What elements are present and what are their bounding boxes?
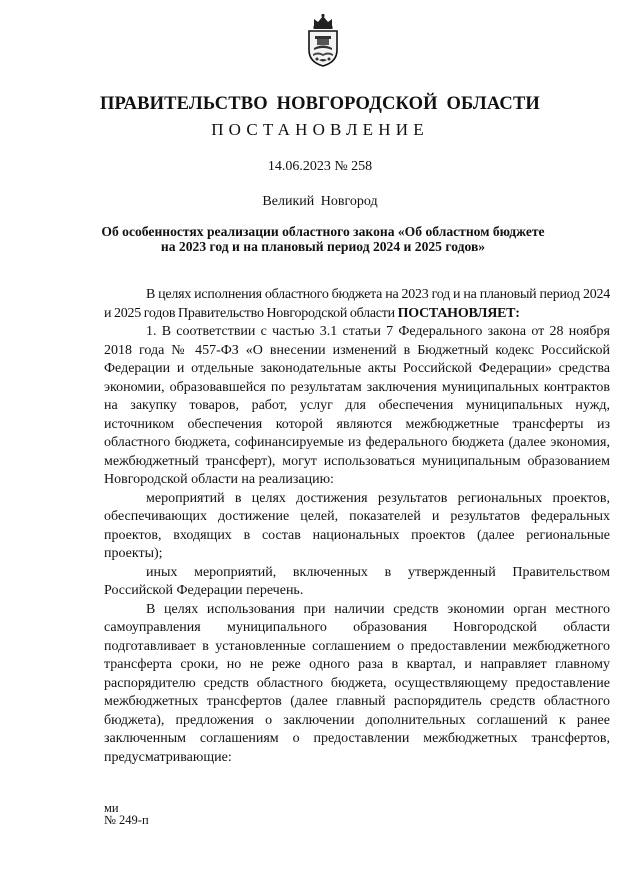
document-type: ПОСТАНОВЛЕНИЕ [211, 120, 429, 139]
document-footer [104, 802, 149, 826]
coat-of-arms-icon [303, 12, 343, 68]
paragraph-preamble [104, 286, 610, 323]
document-city: Великий Новгород [262, 194, 378, 209]
government-title: ПРАВИТЕЛЬСТВО НОВГОРОДСКОЙ ОБЛАСТИ [100, 94, 540, 114]
document-body [104, 286, 610, 767]
decree-keyword: ПОСТАНОВЛЯЕТ: [397, 305, 520, 321]
footer-initials: ми [104, 801, 119, 815]
preamble-text: В целях исполнения областного бюджета на 2023 год и на плановый период 2024 и 2025 годов Правительство Новгородской области [104, 287, 610, 321]
document-date-number: 14.06.2023 № 258 [267, 159, 373, 174]
paragraph-other-measures: иных мероприятий, включенных в утвержденный Правительством Российской Федерации перечень. [104, 564, 610, 598]
document-subject: Об особенностях реализации областного закона «Об областном бюджете на 2023 год и на плановый период 2024 и 2025 годов» [101, 224, 545, 254]
paragraph-1: 1. В соответствии с частью 3.1 статьи 7 Федерального закона от 28 ноября 2018 года № 457-ФЗ «О внесении изменений в Бюджетный кодекс Российской Федерации и отдельные законодательные акты Российской Федерации» средства экономии, образовавшейся по результатам заключения муниципальных контрактов на закупку товаров, работ, услуг для обеспечения муниципальных нужд, источником обеспечения которой являются межбюджетные трансферты из областного бюджета, софинансируемые из федерального бюджета (далее экономия, межбюджетный трансферт), могут использоваться муниципальным образованием Новгородской области на реализацию: [104, 324, 610, 487]
footer-form-number: № 249-п [104, 813, 149, 827]
paragraph-savings-use: В целях использования при наличии средств экономии орган местного самоуправления муниципального образования Новгородской области подготавливает в установленные соглашением о предоставлении межбюджетного трансферта сроки, но не реже одного раза в квартал, и направляет главному распорядителю средств областного бюджета, осуществляющему предоставление межбюджетных трансфертов (далее главный распорядитель средств областного бюджета), предложения о заключении дополнительных соглашений к ранее заключенным соглашениям о предоставлении межбюджетных трансфертов, предусматривающие: [104, 601, 610, 765]
paragraph-regional-projects: мероприятий в целях достижения результатов региональных проектов, обеспечивающих достижение целей, показателей и результатов федеральных проектов, входящих в состав национальных проектов (далее региональные проекты); [104, 490, 610, 561]
